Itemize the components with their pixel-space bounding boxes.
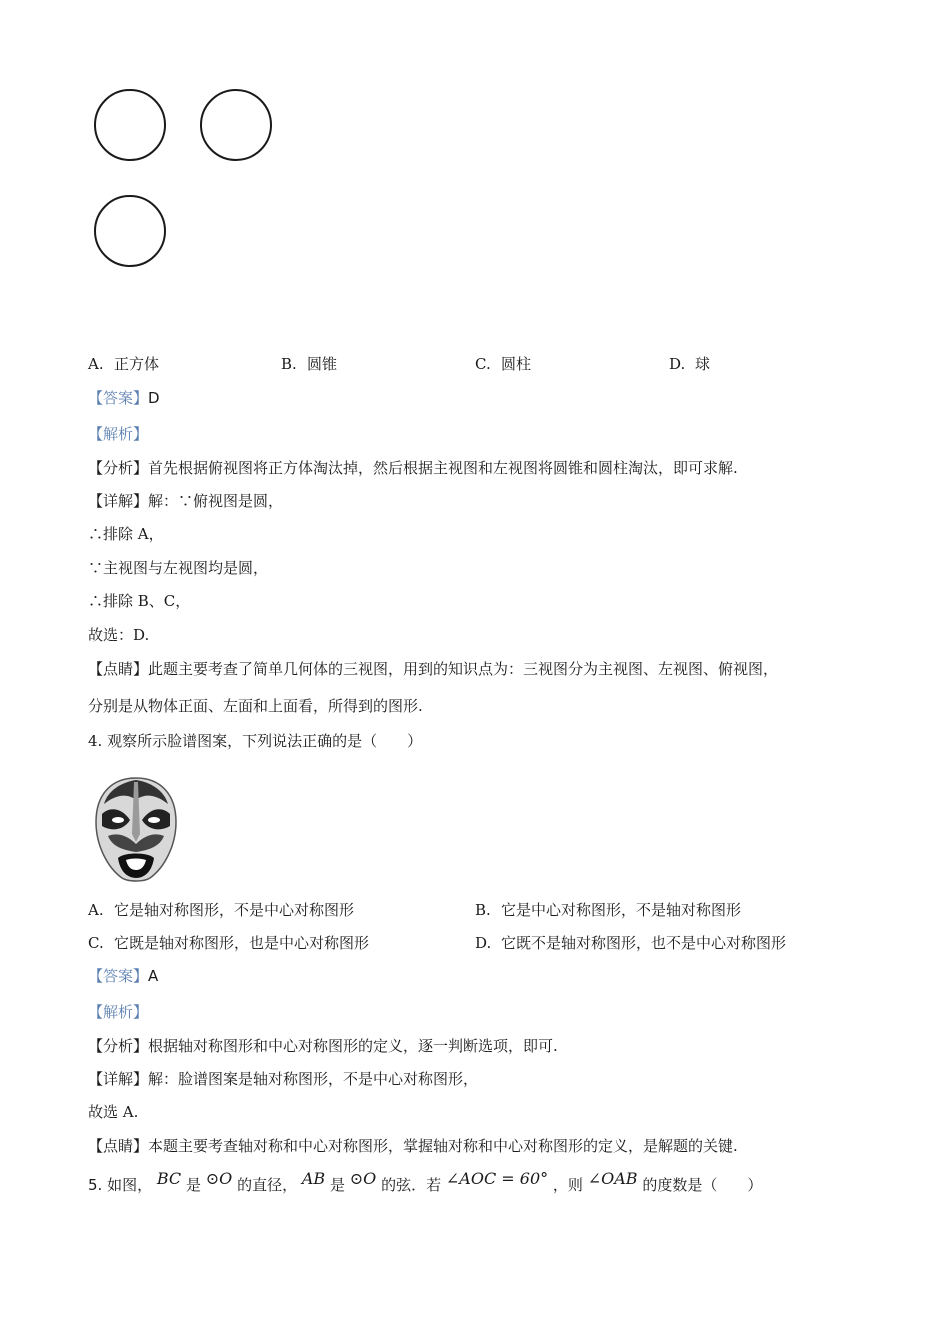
- circle-o-symbol: ⊙O: [205, 1169, 233, 1188]
- answer-value: A: [148, 967, 159, 985]
- angle-oab: ∠OAB: [587, 1169, 638, 1188]
- segment-bc: BC: [156, 1169, 182, 1188]
- q3-option-d: D. 球: [669, 355, 711, 373]
- q4-detail-line-2: 故选 A.: [88, 1103, 139, 1121]
- opera-mask-image: [88, 774, 184, 886]
- answer-tag: 【答案】: [88, 967, 149, 985]
- top-view-circle: [94, 195, 166, 267]
- q4-option-b: B. 它是中心对称图形，不是轴对称图形: [475, 901, 742, 919]
- q4-option-c: C. 它既是轴对称图形，也是中心对称图形: [88, 934, 370, 952]
- front-view-circle: [94, 89, 166, 161]
- q3-fenxi: 【分析】首先根据俯视图将正方体淘汰掉，然后根据主视图和左视图将圆锥和圆柱淘汰，即可求解.: [88, 459, 738, 477]
- q3-option-c: C. 圆柱: [475, 355, 532, 373]
- q4-stem: 4. 观察所示脸谱图案，下列说法正确的是（ ）: [88, 732, 423, 750]
- answer-tag: 【答案】: [88, 389, 149, 407]
- q4-detail-line-1: 【详解】解：脸谱图案是轴对称图形，不是中心对称图形，: [88, 1070, 479, 1088]
- q3-comment-line-2: 分别是从物体正面、左面和上面看，所得到的图形.: [88, 697, 423, 715]
- q3-answer: [88, 388, 160, 408]
- q3-detail-line-1: 【详解】解：∵俯视图是圆，: [88, 492, 284, 510]
- q4-option-d: D. 它既不是轴对称图形，也不是中心对称图形: [475, 934, 787, 952]
- q4-option-a: A. 它是轴对称图形，不是中心对称图形: [88, 901, 355, 919]
- q3-option-b: B. 圆锥: [281, 355, 338, 373]
- side-view-circle: [200, 89, 272, 161]
- angle-aoc: ∠AOC = 60°: [445, 1169, 549, 1188]
- q3-detail-line-2: ∴排除 A，: [88, 525, 164, 543]
- q3-option-a: A. 正方体: [88, 355, 160, 373]
- q4-answer: [88, 966, 158, 986]
- answer-value: D: [148, 389, 160, 407]
- segment-ab: AB: [301, 1169, 326, 1188]
- q3-analysis-tag: 【解析】: [88, 425, 149, 443]
- q3-comment-line-1: 【点睛】此题主要考查了简单几何体的三视图，用到的知识点为：三视图分为主视图、左视图、俯视图，: [88, 660, 779, 678]
- q3-detail-line-5: 故选：D.: [88, 626, 150, 644]
- q4-comment: 【点睛】本题主要考查轴对称和中心对称图形，掌握轴对称和中心对称图形的定义，是解题的关键.: [88, 1137, 738, 1155]
- q5-stem: 5. 如图， BC 是 ⊙O 的直径， AB 是 ⊙O 的弦．若 ∠AOC = 60° ，则 ∠OAB 的度数是（ ）: [88, 1169, 763, 1194]
- q3-detail-line-4: ∴排除 B、C，: [88, 592, 191, 610]
- circle-o-symbol: ⊙O: [349, 1169, 377, 1188]
- q4-analysis-tag: 【解析】: [88, 1003, 149, 1021]
- q3-detail-line-3: ∵主视图与左视图均是圆，: [88, 559, 269, 577]
- q4-fenxi: 【分析】根据轴对称图形和中心对称图形的定义，逐一判断选项，即可.: [88, 1037, 558, 1055]
